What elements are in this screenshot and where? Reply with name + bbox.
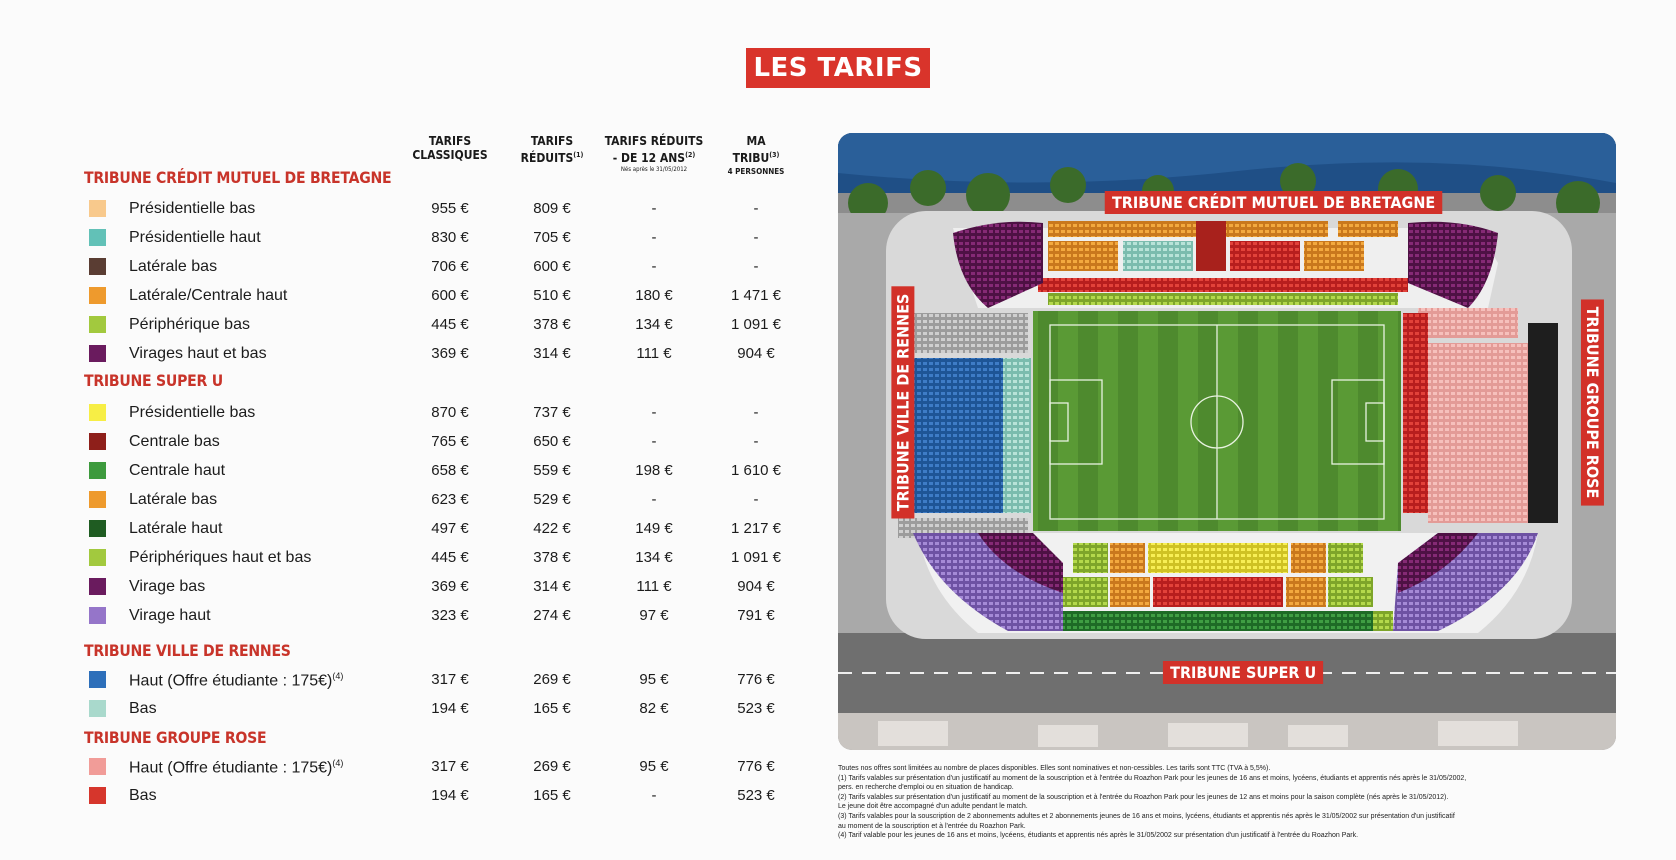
zone-name: Présidentielle bas [129,200,256,217]
price-row [0,669,800,691]
zone-name: Haut (Offre étudiante : 175€) [129,672,333,690]
zone-label [129,316,250,334]
price-row [0,285,800,307]
zone-name: Périphériques haut et bas [129,549,312,566]
price-reduit-12: - [651,229,657,246]
footnote-line: (1) Tarifs valables sur présentation d'un justificatif au moment de la souscription et à l'entrée du Roazhon Park pour les jeunes de 16 ans et moins, lycéens, étudiants et apprentis nés après le 31/05/2002, [838,774,1467,782]
footnotes [838,764,1618,841]
price-reduit: 378 € [533,549,571,566]
price-reduit-12: 134 € [635,316,673,333]
footnote-ref: (4) [332,758,344,768]
header-tarifs-reduits: TARIFS RÉDUITS$^{(1)}$ [520,134,584,165]
zone-label [129,700,157,718]
price-tribu: 904 € [737,578,775,595]
zone-label [129,607,211,625]
price-reduit-12: - [651,491,657,508]
color-swatch [89,700,106,717]
price-row [0,518,800,540]
price-row [0,698,800,720]
zone-name: Latérale bas [129,491,218,508]
color-swatch [89,258,106,275]
zone-label [129,758,343,777]
price-tribu: - [753,433,759,450]
section-title: TRIBUNE SUPER U [84,371,223,390]
price-tribu: - [753,491,759,508]
color-swatch [89,491,106,508]
color-swatch [89,671,106,688]
color-swatch [89,520,106,537]
price-classique: 317 € [431,671,469,688]
price-tribu: - [753,200,759,217]
zone-label [129,258,217,276]
price-classique: 706 € [431,258,469,275]
zone-label [129,520,222,538]
price-reduit: 737 € [533,404,571,421]
section-title: TRIBUNE CRÉDIT MUTUEL DE BRETAGNE [84,168,392,187]
price-tribu: - [753,258,759,275]
zone-name: Virage haut [129,607,211,624]
color-swatch [89,578,106,595]
zone-label [129,229,261,247]
price-tribu: 904 € [737,345,775,362]
price-reduit-12: 82 € [639,700,669,717]
price-reduit-12: 95 € [639,671,669,688]
price-reduit-12: - [651,404,657,421]
zone-name: Virages haut et bas [129,345,267,362]
zone-label [129,462,225,480]
price-classique: 870 € [431,404,469,421]
price-row [0,402,800,424]
price-reduit-12: 97 € [639,607,669,624]
price-reduit: 510 € [533,287,571,304]
zone-label [129,491,217,509]
zone-label [129,200,255,218]
price-row [0,227,800,249]
price-row [0,756,800,778]
map-label-east: TRIBUNE GROUPE ROSE [1581,299,1604,505]
price-tribu: - [753,229,759,246]
color-swatch [89,404,106,421]
price-row [0,576,800,598]
price-tribu: 791 € [737,607,775,624]
zone-name: Latérale haut [129,520,223,537]
price-row [0,785,800,807]
price-reduit: 314 € [533,578,571,595]
footnote-line: (4) Tarif valable pour les jeunes de 16 ans et moins, lycéens, étudiants et apprentis nés après le 31/05/2002 sur présentation d'un justificatif à l'entrée du Roazhon Park. [838,832,1359,840]
footnote-line: Le jeune doit être accompagné d'un adulte pendant le match. [838,803,1028,811]
price-row [0,314,800,336]
footnote-line: (2) Tarifs valables sur présentation d'un justificatif au moment de la souscription et à l'entrée du Roazhon Park pour les jeunes de 12 ans et moins pour la saison complète (nés après le 31/05/2012). [838,793,1449,801]
price-tribu: 523 € [737,700,775,717]
price-tribu: 523 € [737,787,775,804]
color-swatch [89,229,106,246]
zone-label [129,671,343,690]
price-reduit-12: - [651,787,657,804]
price-reduit-12: 111 € [636,345,672,362]
price-reduit-12: 95 € [639,758,669,775]
zone-name: Centrale haut [129,462,226,479]
price-classique: 445 € [431,549,469,566]
stadium-map [838,133,1616,750]
price-reduit: 378 € [533,316,571,333]
price-reduit-12: - [651,433,657,450]
price-classique: 623 € [431,491,469,508]
price-reduit-12: 198 € [635,462,673,479]
price-classique: 323 € [431,607,469,624]
footnote-ref: (4) [332,671,344,681]
price-reduit: 422 € [533,520,571,537]
section-title: TRIBUNE VILLE DE RENNES [84,641,291,660]
price-reduit-12: 180 € [635,287,673,304]
price-row [0,198,800,220]
price-row [0,547,800,569]
zone-name: Périphérique bas [129,316,250,333]
price-classique: 765 € [431,433,469,450]
color-swatch [89,462,106,479]
price-reduit: 314 € [533,345,571,362]
price-reduit-12: - [651,258,657,275]
footnote-line: pers. en recherche d'emploi ou en situation de handicap. [838,784,1014,792]
zone-label [129,345,267,363]
price-classique: 317 € [431,758,469,775]
price-reduit-12: 149 € [635,520,673,537]
zone-name: Bas [129,787,157,804]
color-swatch [89,787,106,804]
map-label-south: TRIBUNE SUPER U [1163,661,1323,684]
price-classique: 600 € [431,287,469,304]
color-swatch [89,758,106,775]
stadium-illustration [838,133,1616,750]
zone-label [129,287,287,305]
header-ma-tribu: MA TRIBU$^{(3)}$ 4 PERSONNES [727,134,785,176]
price-row [0,489,800,511]
price-classique: 194 € [431,700,469,717]
price-tribu: 776 € [737,671,775,688]
color-swatch [89,549,106,566]
color-swatch [89,200,106,217]
price-reduit: 529 € [533,491,571,508]
price-classique: 369 € [431,345,469,362]
price-classique: 830 € [431,229,469,246]
price-reduit: 809 € [533,200,571,217]
zone-name: Haut (Offre étudiante : 175€) [129,759,333,777]
zone-label [129,404,255,422]
section-title: TRIBUNE GROUPE ROSE [84,728,267,747]
price-classique: 658 € [431,462,469,479]
zone-name: Latérale bas [129,258,218,275]
price-reduit: 650 € [533,433,571,450]
price-reduit-12: 111 € [636,578,672,595]
price-reduit: 165 € [533,700,571,717]
price-tribu: - [753,404,759,421]
price-classique: 955 € [431,200,469,217]
zone-name: Latérale/Centrale haut [129,287,288,304]
price-classique: 369 € [431,578,469,595]
price-tribu: 1 610 € [730,462,782,479]
price-classique: 497 € [431,520,469,537]
zone-name: Virage bas [129,578,206,595]
zone-label [129,549,311,567]
price-reduit: 600 € [533,258,571,275]
color-swatch [89,607,106,624]
color-swatch [89,287,106,304]
zone-name: Présidentielle haut [129,229,261,246]
price-tribu: 1 217 € [730,520,782,537]
map-label-west: TRIBUNE VILLE DE RENNES [891,287,914,519]
price-reduit: 274 € [533,607,571,624]
price-reduit-12: 134 € [635,549,673,566]
price-reduit: 559 € [533,462,571,479]
price-tribu: 1 091 € [730,316,782,333]
zone-name: Présidentielle bas [129,404,256,421]
price-reduit-12: - [651,200,657,217]
map-label-north: TRIBUNE CRÉDIT MUTUEL DE BRETAGNE [1105,191,1443,214]
price-tribu: 776 € [737,758,775,775]
footnote-line: (3) Tarifs valables pour la souscription de 2 abonnements adultes et 2 abonnements jeunes de 16 ans et moins, lycéens, étudiants et apprentis nés après le 31/05/2002 sur présentation d'un justificatif [838,812,1455,820]
zone-name: Centrale bas [129,433,220,450]
price-tribu: 1 471 € [730,287,782,304]
price-row [0,605,800,627]
color-swatch [89,433,106,450]
price-reduit: 269 € [533,758,571,775]
price-classique: 194 € [431,787,469,804]
price-row [0,460,800,482]
zone-label [129,787,157,805]
price-reduit: 269 € [533,671,571,688]
price-row [0,256,800,278]
price-reduit: 705 € [533,229,571,246]
page-title: LES TARIFS [746,48,930,88]
price-classique: 445 € [431,316,469,333]
zone-label [129,433,220,451]
price-reduit: 165 € [533,787,571,804]
header-tarifs-reduits-12: TARIFS RÉDUITS - DE 12 ANS$^{(2)}$ Nés après le 31/05/2012 [604,134,704,173]
color-swatch [89,316,106,333]
zone-label [129,578,205,596]
zone-name: Bas [129,700,157,717]
header-tarifs-classiques: TARIFS CLASSIQUES [412,134,488,162]
price-row [0,431,800,453]
color-swatch [89,345,106,362]
price-row [0,343,800,365]
footnote-line: au moment de la souscription et à l'entrée du Roazhon Park. [838,822,1026,830]
footnote-line: Toutes nos offres sont limitées au nombre de places disponibles. Elles sont nominatives et non-cessibles. Les tarifs sont TTC (TVA à 5,5%). [838,765,1271,772]
price-tribu: 1 091 € [730,549,782,566]
